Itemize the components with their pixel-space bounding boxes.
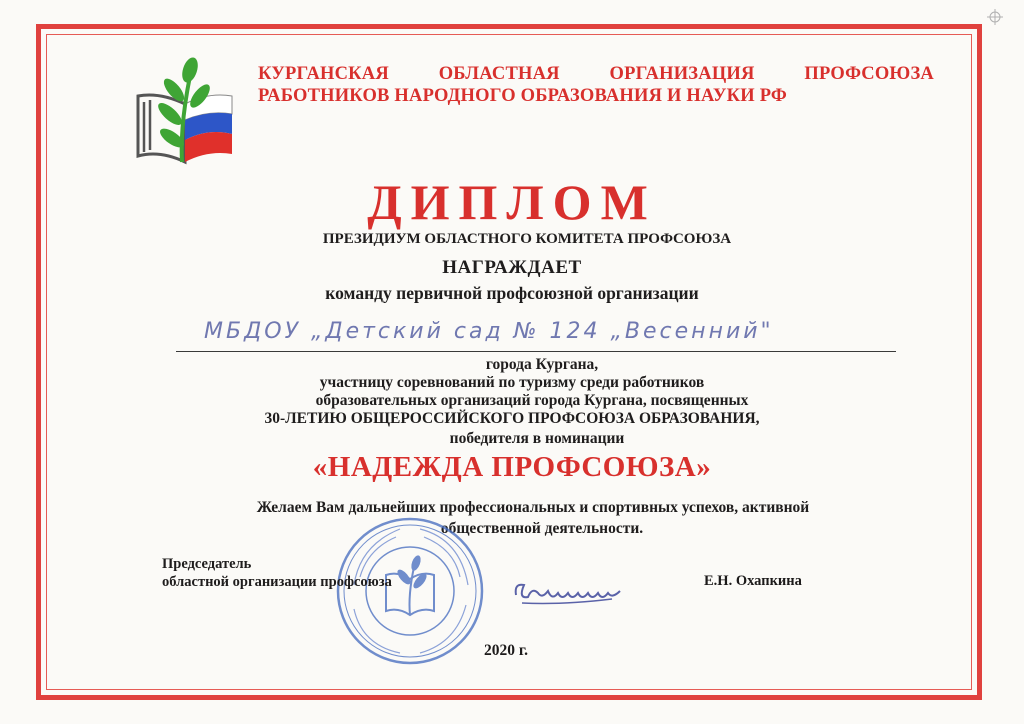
wish-line-1: Желаем Вам дальнейших профессиональных и спортивных успехов, активной — [256, 499, 810, 516]
body-line-4: победителя в номинации — [449, 430, 625, 447]
year: 2020 г. — [484, 642, 529, 659]
city-line: города Кургана, — [485, 356, 599, 373]
signatory-name: Е.Н. Охапкина — [704, 573, 802, 589]
signatory-role-1: Председатель — [162, 556, 252, 572]
body-line-3: 30-ЛЕТИЮ ОБЩЕРОССИЙСКОГО ПРОФСОЮЗА ОБРАЗОВАНИЯ, — [264, 410, 760, 427]
recipient-field — [176, 321, 896, 352]
body-line-2: образовательных организаций города Кургана, посвященных — [315, 392, 749, 409]
organization-line-2: РАБОТНИКОВ НАРОДНОГО ОБРАЗОВАНИЯ И НАУКИ РФ — [258, 86, 787, 106]
diploma-title: ДИПЛОМ — [367, 174, 657, 230]
official-stamp-icon — [330, 515, 490, 667]
org-word: ОБЛАСТНАЯ — [438, 64, 560, 84]
nomination-title: «НАДЕЖДА ПРОФСОЮЗА» — [312, 451, 712, 483]
body-line-1: участницу соревнований по туризму среди работников — [319, 374, 705, 391]
org-word: ПРОФСОЮЗА — [804, 64, 934, 84]
organization-line-1 — [258, 63, 934, 85]
signature-icon — [512, 575, 632, 609]
union-logo-icon — [130, 56, 240, 168]
corner-mark-icon — [986, 8, 1004, 26]
org-word: КУРГАНСКАЯ — [258, 64, 389, 84]
presidium-line: ПРЕЗИДИУМ ОБЛАСТНОГО КОМИТЕТА ПРОФСОЮЗА — [322, 231, 732, 247]
org-word: ОРГАНИЗАЦИЯ — [609, 64, 755, 84]
organization-name — [258, 63, 938, 107]
wish-line-2: общественной деятельности. — [440, 520, 644, 537]
signatory-role-2: областной организации профсоюза — [162, 574, 392, 590]
recipient-handwritten-name: МБДОУ „Детский сад № 124 „Весенний" — [204, 319, 774, 344]
awards-line: НАГРАЖДАЕТ — [442, 257, 582, 278]
team-line: команду первичной профсоюзной организации — [325, 283, 699, 303]
